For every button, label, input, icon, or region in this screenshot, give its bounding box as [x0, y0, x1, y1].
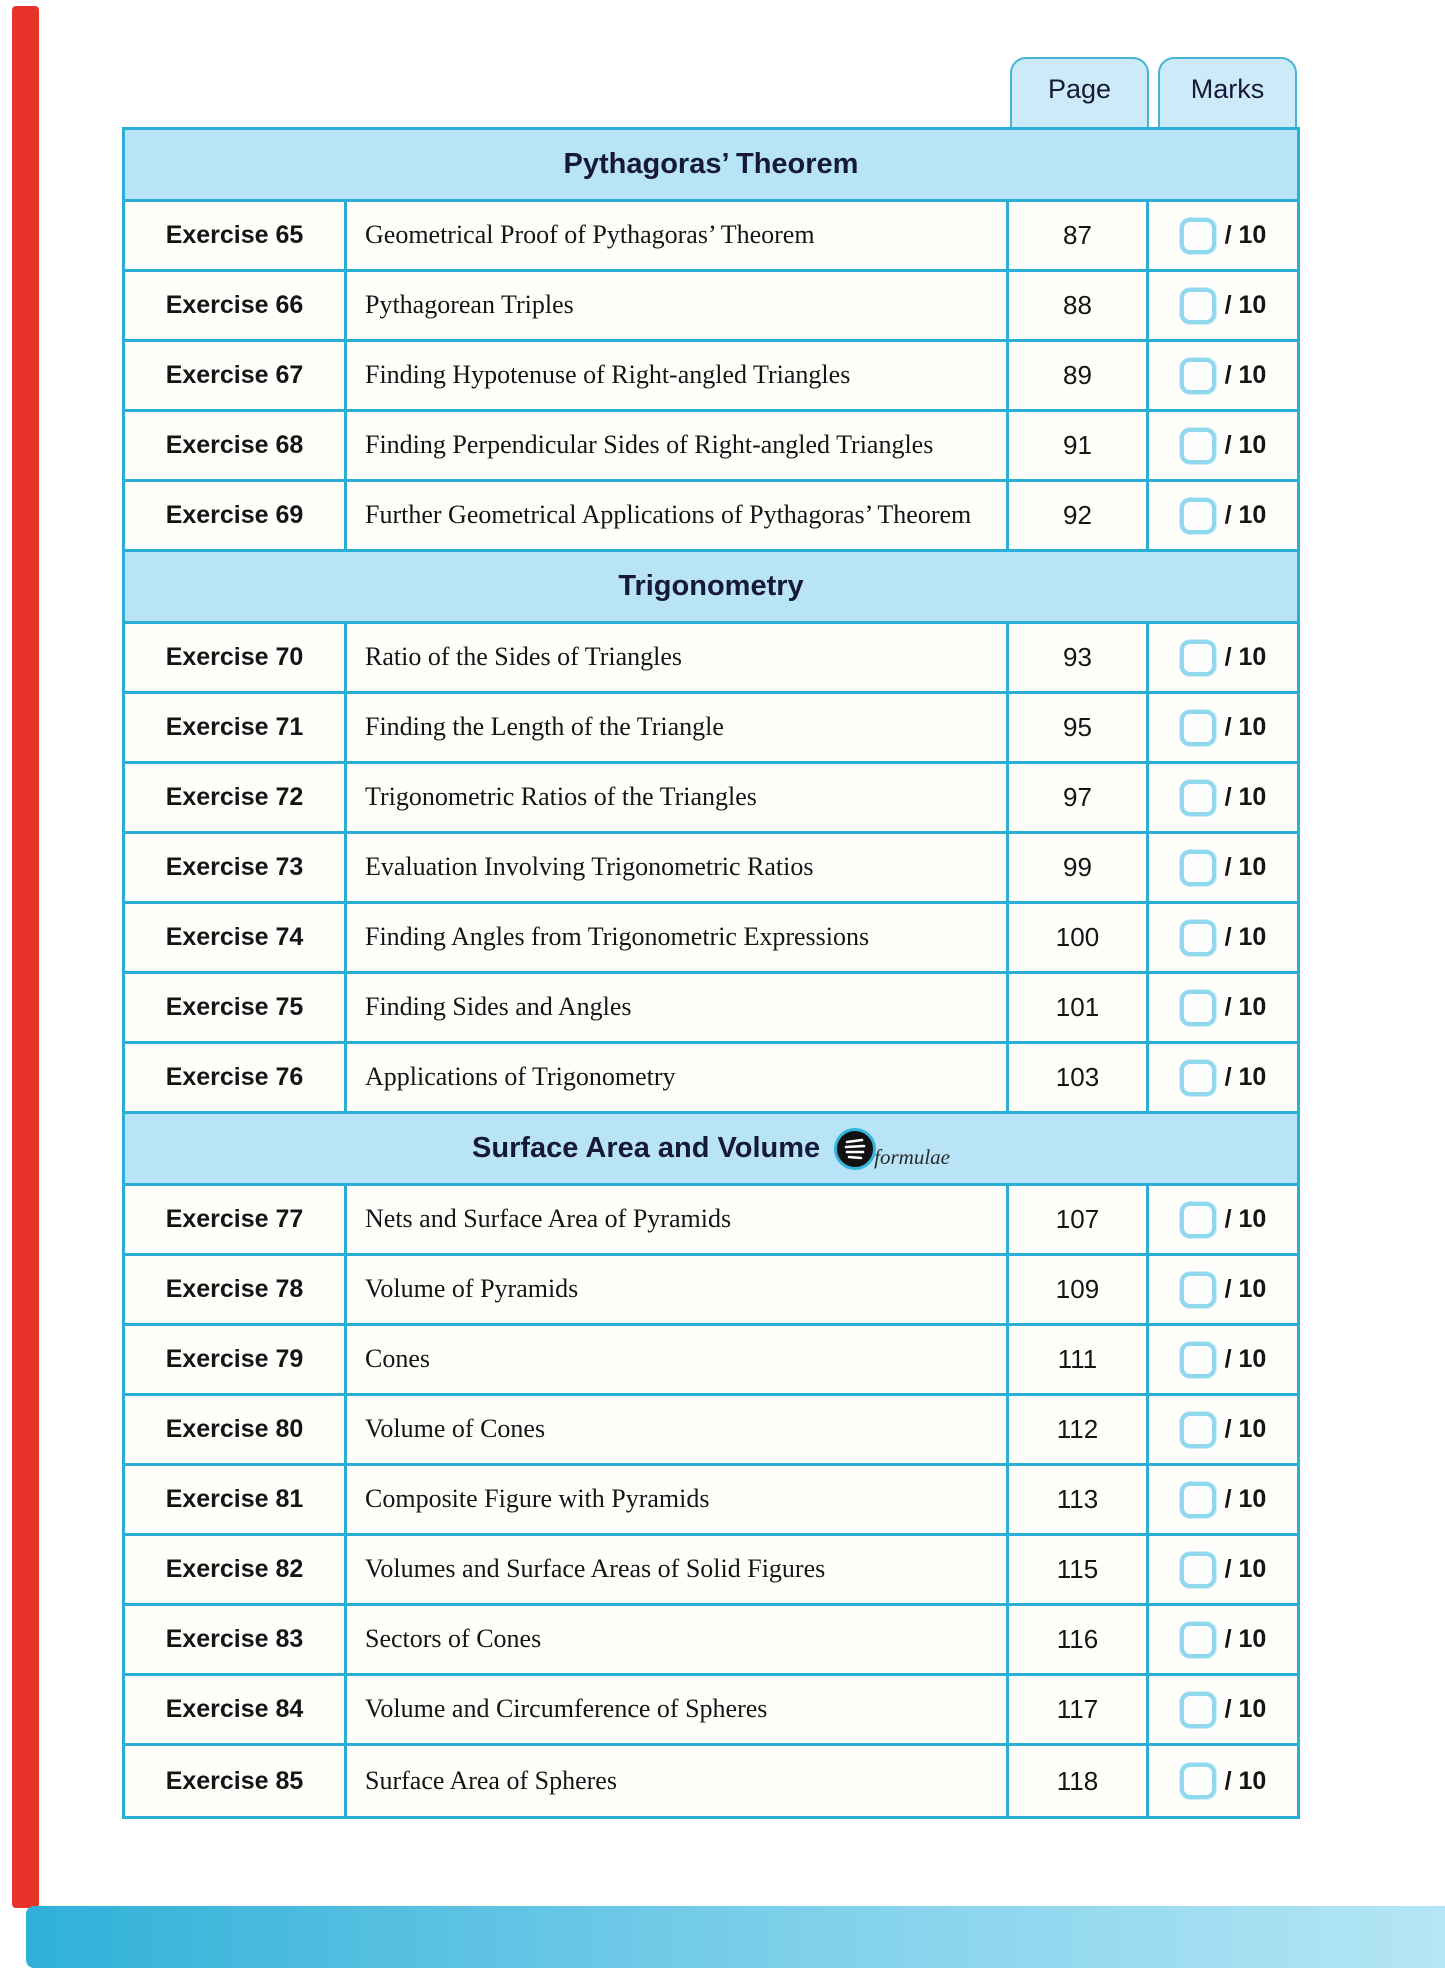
exercise-row — [125, 1326, 1297, 1396]
marks-denominator: / 10 — [1224, 923, 1267, 951]
exercise-row — [125, 1466, 1297, 1536]
marks-cell — [1149, 834, 1297, 901]
exercise-row — [125, 1396, 1297, 1466]
page-number: 97 — [1009, 764, 1149, 831]
marks-checkbox[interactable] — [1180, 710, 1216, 746]
tab-page: Page — [1010, 57, 1149, 127]
marks-cell — [1149, 1606, 1297, 1673]
marks-cell — [1149, 1044, 1297, 1111]
marks-checkbox[interactable] — [1180, 1552, 1216, 1588]
marks-cell — [1149, 624, 1297, 691]
marks-denominator: / 10 — [1224, 431, 1267, 459]
exercise-label: Exercise 65 — [125, 202, 347, 269]
exercise-row — [125, 202, 1297, 272]
exercise-row — [125, 1536, 1297, 1606]
exercise-label: Exercise 81 — [125, 1466, 347, 1533]
marks-denominator: / 10 — [1224, 501, 1267, 529]
page-number: 92 — [1009, 482, 1149, 549]
marks-cell — [1149, 694, 1297, 761]
exercise-label: Exercise 68 — [125, 412, 347, 479]
exercise-label: Exercise 76 — [125, 1044, 347, 1111]
exercise-description: Volume and Circumference of Spheres — [347, 1676, 1009, 1743]
exercise-description: Finding Hypotenuse of Right-angled Triangles — [347, 342, 1009, 409]
marks-denominator: / 10 — [1224, 1205, 1267, 1233]
marks-denominator: / 10 — [1224, 853, 1267, 881]
marks-cell — [1149, 1186, 1297, 1253]
exercise-label: Exercise 74 — [125, 904, 347, 971]
page-number: 89 — [1009, 342, 1149, 409]
page-number: 116 — [1009, 1606, 1149, 1673]
page-footer-bar — [26, 1906, 1445, 1968]
exercise-label: Exercise 85 — [125, 1746, 347, 1816]
exercise-description: Volume of Cones — [347, 1396, 1009, 1463]
exercise-label: Exercise 82 — [125, 1536, 347, 1603]
exercise-label: Exercise 79 — [125, 1326, 347, 1393]
marks-denominator: / 10 — [1224, 993, 1267, 1021]
marks-denominator: / 10 — [1224, 1275, 1267, 1303]
exercise-description: Ratio of the Sides of Triangles — [347, 624, 1009, 691]
marks-checkbox[interactable] — [1180, 1060, 1216, 1096]
exercise-description: Pythagorean Triples — [347, 272, 1009, 339]
exercise-row — [125, 764, 1297, 834]
section-title: Pythagoras’ Theorem — [563, 148, 859, 180]
exercise-description: Evaluation Involving Trigonometric Ratios — [347, 834, 1009, 901]
page-number: 109 — [1009, 1256, 1149, 1323]
marks-cell — [1149, 482, 1297, 549]
marks-denominator: / 10 — [1224, 1555, 1267, 1583]
exercise-row — [125, 482, 1297, 552]
marks-cell — [1149, 1396, 1297, 1463]
exercise-label: Exercise 73 — [125, 834, 347, 901]
page-number: 100 — [1009, 904, 1149, 971]
exercise-row — [125, 412, 1297, 482]
marks-cell — [1149, 1676, 1297, 1743]
exercise-row — [125, 624, 1297, 694]
page-number: 95 — [1009, 694, 1149, 761]
marks-checkbox[interactable] — [1180, 1202, 1216, 1238]
contents-table — [122, 127, 1300, 1819]
marks-checkbox[interactable] — [1180, 1412, 1216, 1448]
marks-denominator: / 10 — [1224, 783, 1267, 811]
exercise-row — [125, 834, 1297, 904]
marks-denominator: / 10 — [1224, 361, 1267, 389]
marks-denominator: / 10 — [1224, 1415, 1267, 1443]
page-number: 111 — [1009, 1326, 1149, 1393]
marks-checkbox[interactable] — [1180, 990, 1216, 1026]
formulae-badge-label: formulae — [874, 1144, 950, 1169]
section-header — [125, 552, 1297, 624]
marks-denominator: / 10 — [1224, 1766, 1267, 1795]
marks-denominator: / 10 — [1224, 1695, 1267, 1723]
exercise-description: Finding Angles from Trigonometric Expressions — [347, 904, 1009, 971]
page-number: 112 — [1009, 1396, 1149, 1463]
marks-cell — [1149, 904, 1297, 971]
exercise-label: Exercise 67 — [125, 342, 347, 409]
page-number: 113 — [1009, 1466, 1149, 1533]
exercise-row — [125, 272, 1297, 342]
exercise-description: Cones — [347, 1326, 1009, 1393]
marks-denominator: / 10 — [1224, 291, 1267, 319]
page-number: 87 — [1009, 202, 1149, 269]
marks-cell — [1149, 1536, 1297, 1603]
marks-denominator: / 10 — [1224, 713, 1267, 741]
exercise-row — [125, 1256, 1297, 1326]
marks-checkbox[interactable] — [1180, 1272, 1216, 1308]
exercise-row — [125, 1746, 1297, 1816]
exercise-label: Exercise 70 — [125, 624, 347, 691]
exercise-row — [125, 342, 1297, 412]
page-number: 91 — [1009, 412, 1149, 479]
page-number: 93 — [1009, 624, 1149, 691]
page-number: 118 — [1009, 1746, 1149, 1816]
exercise-row — [125, 1044, 1297, 1114]
section-header — [125, 1114, 1297, 1186]
marks-checkbox[interactable] — [1180, 1692, 1216, 1728]
marks-cell — [1149, 1466, 1297, 1533]
page-number: 115 — [1009, 1536, 1149, 1603]
exercise-description: Finding Sides and Angles — [347, 974, 1009, 1041]
exercise-label: Exercise 78 — [125, 1256, 347, 1323]
exercise-row — [125, 1676, 1297, 1746]
exercise-row — [125, 1186, 1297, 1256]
marks-cell — [1149, 202, 1297, 269]
section-title: Trigonometry — [618, 570, 804, 602]
marks-checkbox[interactable] — [1180, 1342, 1216, 1378]
marks-checkbox[interactable] — [1180, 920, 1216, 956]
page-number: 88 — [1009, 272, 1149, 339]
marks-cell — [1149, 1746, 1297, 1816]
marks-checkbox[interactable] — [1180, 288, 1216, 324]
exercise-description: Volumes and Surface Areas of Solid Figures — [347, 1536, 1009, 1603]
exercise-description: Composite Figure with Pyramids — [347, 1466, 1009, 1533]
exercise-label: Exercise 75 — [125, 974, 347, 1041]
marks-denominator: / 10 — [1224, 1063, 1267, 1091]
exercise-label: Exercise 72 — [125, 764, 347, 831]
marks-cell — [1149, 412, 1297, 479]
exercise-description: Volume of Pyramids — [347, 1256, 1009, 1323]
marks-checkbox[interactable] — [1180, 780, 1216, 816]
page-number: 103 — [1009, 1044, 1149, 1111]
exercise-label: Exercise 84 — [125, 1676, 347, 1743]
exercise-description: Applications of Trigonometry — [347, 1044, 1009, 1111]
marks-checkbox[interactable] — [1180, 428, 1216, 464]
marks-checkbox[interactable] — [1180, 1482, 1216, 1518]
marks-denominator: / 10 — [1224, 643, 1267, 671]
section-title: Surface Area and Volume — [472, 1132, 821, 1164]
exercise-description: Finding Perpendicular Sides of Right-angled Triangles — [347, 412, 1009, 479]
marks-checkbox[interactable] — [1180, 640, 1216, 676]
exercise-description: Nets and Surface Area of Pyramids — [347, 1186, 1009, 1253]
column-tabs — [1010, 57, 1297, 127]
marks-denominator: / 10 — [1224, 221, 1267, 249]
exercise-row — [125, 904, 1297, 974]
marks-checkbox[interactable] — [1180, 850, 1216, 886]
exercise-row — [125, 694, 1297, 764]
tab-marks: Marks — [1158, 57, 1297, 127]
exercise-description: Surface Area of Spheres — [347, 1746, 1009, 1816]
exercise-label: Exercise 66 — [125, 272, 347, 339]
marks-denominator: / 10 — [1224, 1625, 1267, 1653]
marks-checkbox[interactable] — [1180, 358, 1216, 394]
page-number: 101 — [1009, 974, 1149, 1041]
formulae-icon — [834, 1128, 876, 1170]
marks-denominator: / 10 — [1224, 1345, 1267, 1373]
marks-cell — [1149, 1326, 1297, 1393]
formulae-badge — [834, 1128, 950, 1170]
marks-checkbox[interactable] — [1180, 1622, 1216, 1658]
marks-cell — [1149, 342, 1297, 409]
page-number: 117 — [1009, 1676, 1149, 1743]
exercise-description: Geometrical Proof of Pythagoras’ Theorem — [347, 202, 1009, 269]
section-header — [125, 130, 1297, 202]
exercise-description: Sectors of Cones — [347, 1606, 1009, 1673]
marks-checkbox[interactable] — [1180, 1763, 1216, 1799]
exercise-label: Exercise 83 — [125, 1606, 347, 1673]
marks-cell — [1149, 974, 1297, 1041]
page-number: 107 — [1009, 1186, 1149, 1253]
exercise-description: Finding the Length of the Triangle — [347, 694, 1009, 761]
exercise-description: Trigonometric Ratios of the Triangles — [347, 764, 1009, 831]
exercise-description: Further Geometrical Applications of Pythagoras’ Theorem — [347, 482, 1009, 549]
exercise-label: Exercise 69 — [125, 482, 347, 549]
marks-cell — [1149, 272, 1297, 339]
marks-cell — [1149, 764, 1297, 831]
exercise-row — [125, 1606, 1297, 1676]
marks-cell — [1149, 1256, 1297, 1323]
marks-denominator: / 10 — [1224, 1485, 1267, 1513]
marks-checkbox[interactable] — [1180, 498, 1216, 534]
exercise-label: Exercise 80 — [125, 1396, 347, 1463]
exercise-row — [125, 974, 1297, 1044]
exercise-label: Exercise 77 — [125, 1186, 347, 1253]
marks-checkbox[interactable] — [1180, 218, 1216, 254]
page-number: 99 — [1009, 834, 1149, 901]
page-edge-red-stripe — [12, 6, 39, 1908]
exercise-label: Exercise 71 — [125, 694, 347, 761]
